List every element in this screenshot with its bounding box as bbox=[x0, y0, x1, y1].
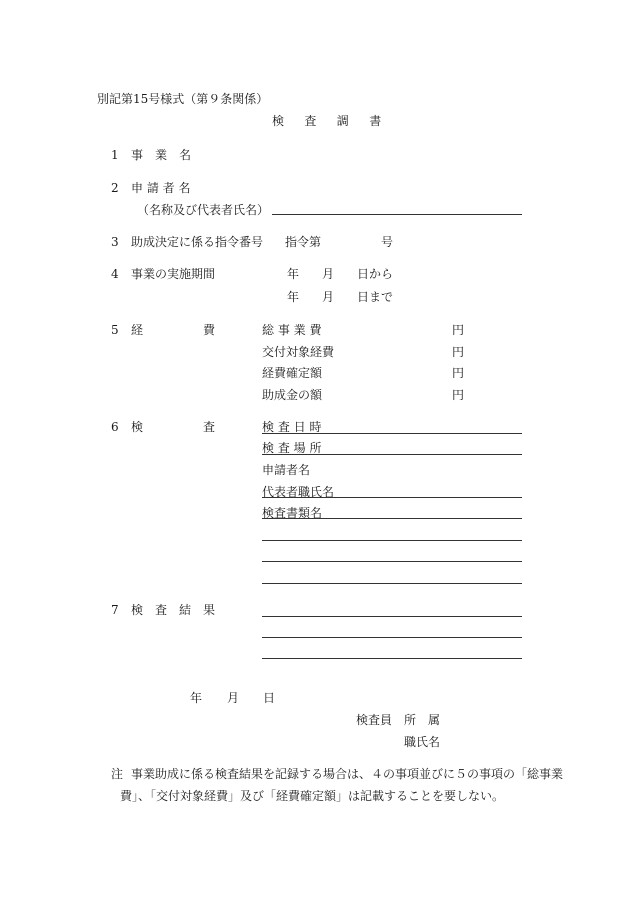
period-to-year: 年 bbox=[287, 290, 300, 304]
item-4-label: 事業の実施期間 bbox=[131, 267, 216, 281]
date-month: 月 bbox=[227, 691, 240, 705]
documents-blank-line-3 bbox=[262, 583, 522, 584]
page-title: 検 査 調 書 bbox=[272, 114, 386, 128]
cost-confirmed-label: 経費確定額 bbox=[262, 366, 323, 380]
inspector-title-name: 職氏名 bbox=[404, 735, 441, 749]
item-5-number: 5 bbox=[111, 323, 119, 337]
note-line-2: 費」、「交付対象経費」及び「経費確定額」は記載することを要しない。 bbox=[120, 789, 505, 803]
item-7-number: 7 bbox=[111, 603, 119, 617]
result-line-2 bbox=[262, 637, 522, 638]
item-6-label-b: 査 bbox=[203, 420, 216, 434]
item-1-number: 1 bbox=[111, 148, 119, 162]
note-line-1: 事業助成に係る検査結果を記録する場合は、４の事項並びに５の事項の「総事業 bbox=[131, 767, 564, 781]
item-2-sublabel: （名称及び代表者氏名） bbox=[137, 203, 270, 217]
applicant-name-label: 申請者名 bbox=[262, 463, 311, 477]
date-year: 年 bbox=[190, 691, 203, 705]
inspection-documents-line bbox=[262, 518, 522, 519]
period-to-month: 月 bbox=[322, 290, 335, 304]
representative-line bbox=[262, 497, 522, 498]
item-6-label-a: 検 bbox=[131, 420, 144, 434]
item-5-label-b: 費 bbox=[203, 323, 216, 337]
item-6-number: 6 bbox=[111, 420, 119, 434]
grant-amount-unit: 円 bbox=[452, 388, 465, 402]
inspection-place-line bbox=[262, 454, 522, 455]
inspector-affiliation: 所 属 bbox=[404, 713, 441, 727]
form-label: 別記第15号様式（第９条関係） bbox=[97, 92, 269, 106]
cost-confirmed-unit: 円 bbox=[452, 366, 465, 380]
date-day: 日 bbox=[263, 691, 276, 705]
note-mark: 注 bbox=[111, 767, 124, 781]
item-2-number: 2 bbox=[111, 181, 119, 195]
documents-blank-line-1 bbox=[262, 540, 522, 541]
applicant-name-line bbox=[272, 214, 522, 215]
result-line-1 bbox=[262, 616, 522, 617]
item-4-number: 4 bbox=[111, 267, 119, 281]
inspector-label: 検査員 bbox=[356, 713, 393, 727]
representative-label: 代表者職氏名 bbox=[262, 485, 335, 499]
cost-total-label: 総 事 業 費 bbox=[262, 323, 322, 337]
documents-blank-line-2 bbox=[262, 561, 522, 562]
directive-prefix: 指令第 bbox=[285, 235, 322, 249]
period-from-year: 年 bbox=[287, 267, 300, 281]
cost-eligible-label: 交付対象経費 bbox=[262, 345, 335, 359]
period-to-day: 日まで bbox=[357, 290, 394, 304]
inspection-datetime-label: 検 査 日 時 bbox=[262, 420, 322, 434]
directive-suffix: 号 bbox=[381, 235, 394, 249]
item-1-label: 事 業 名 bbox=[131, 148, 192, 162]
cost-total-unit: 円 bbox=[452, 323, 465, 337]
inspection-datetime-line bbox=[262, 433, 522, 434]
cost-eligible-unit: 円 bbox=[452, 345, 465, 359]
item-2-label: 申 請 者 名 bbox=[131, 181, 191, 195]
inspection-documents-label: 検査書類名 bbox=[262, 506, 323, 520]
item-5-label-a: 経 bbox=[131, 323, 144, 337]
grant-amount-label: 助成金の額 bbox=[262, 388, 323, 402]
inspection-place-label: 検 査 場 所 bbox=[262, 441, 322, 455]
item-7-label: 検 査 結 果 bbox=[131, 603, 216, 617]
item-3-number: 3 bbox=[111, 235, 119, 249]
item-3-label: 助成決定に係る指令番号 bbox=[131, 235, 264, 249]
period-from-day: 日から bbox=[357, 267, 394, 281]
period-from-month: 月 bbox=[322, 267, 335, 281]
result-line-3 bbox=[262, 658, 522, 659]
